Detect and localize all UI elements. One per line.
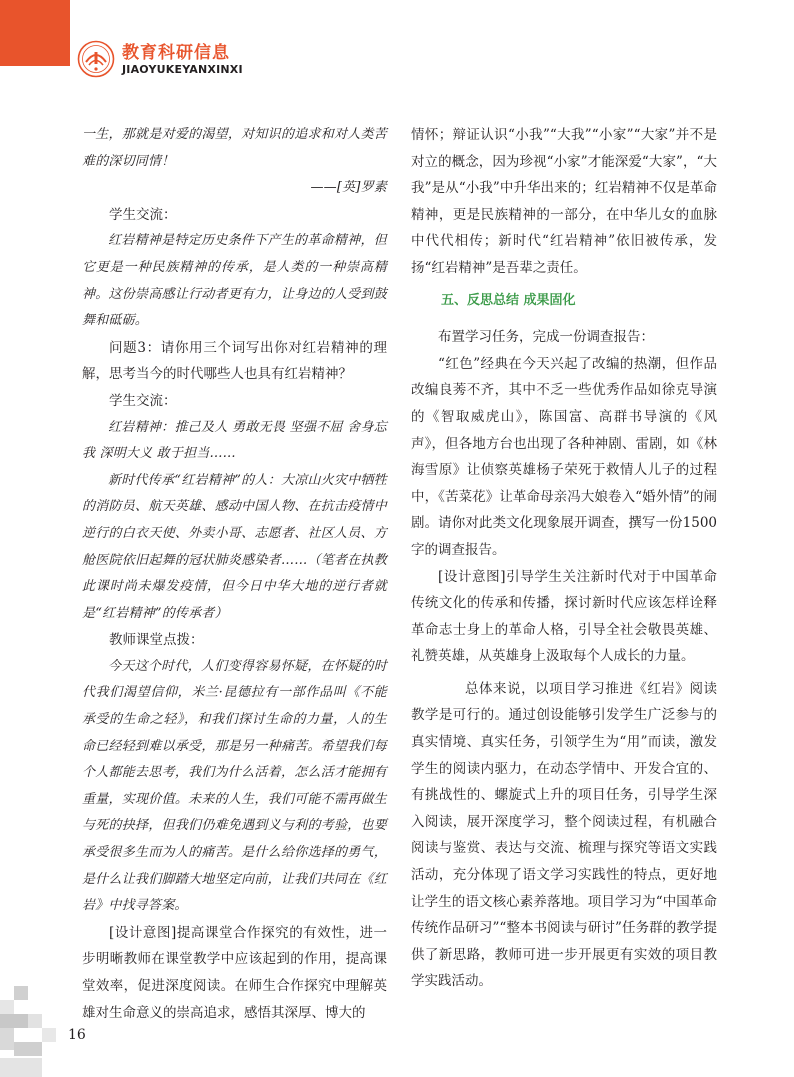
paragraph: 布置学习任务，完成一份调查报告： xyxy=(438,329,654,346)
section-label: 学生交流： xyxy=(109,206,177,223)
header-accent-bar xyxy=(0,0,70,66)
brand-title: 教育科研信息 xyxy=(122,43,230,63)
page-number: 16 xyxy=(68,1027,86,1043)
journal-logo-icon xyxy=(77,40,115,78)
paragraph: 情怀；辩证认识“小我”“大我”“小家”“大家”并不是对立的概念，因为珍视“小家”才能深爱“大家”，“大我”是从“小我”中升华出来的；红岩精神不仅是革命精神，更是民族精神的一部分，在中华儿女的血脉中代代相传；新时代“红岩精神”依旧被传承，发扬“红岩精神”是吾辈之责任。 xyxy=(411,127,717,276)
brand-subtitle: JIAOYUKEYANXINXI xyxy=(122,63,243,76)
paragraph: 总体来说，以项目学习推进《红岩》阅读教学是可行的。通过创设能够引发学生广泛参与的真实情境、真实任务，引领学生为“用”而读，激发学生的阅读内驱力，在动态学情中、开发合宜的、有挑战性的、螺旋式上升的项目任务，引导学生深入阅读，展开深度学习，整个阅读过程，有机融合阅读与鉴赏、表达与交流、梳理与探究等语文实践活动，充分体现了语文学习实践性的特点，更好地让学生的语文核心素养落地。项目学习为“中国革命传统作品研习”“整本书阅读与研讨”任务群的教学提供了新思路，教师可进一步开展更有实效的项目教学实践活动。 xyxy=(411,680,717,990)
question-paragraph: 问题3：请你用三个词写出你对红岩精神的理解，思考当今的时代哪些人也具有红岩精神？ xyxy=(82,339,387,383)
design-intent-paragraph: [设计意图]提高课堂合作探究的有效性，进一步明晰教师在课堂教学中应该起到的作用，提高课堂效率，促进深度阅读。在师生合作探究中理解英雄对生命意义的崇高追求，感悟其深厚、博大的 xyxy=(82,924,387,1021)
section-label: 教师课堂点拨： xyxy=(109,632,204,649)
quote-attribution: ——[英]罗素 xyxy=(310,180,387,196)
quote-text: 一生，那就是对爱的渴望，对知识的追求和对人类苦难的深切同情！ xyxy=(82,127,387,169)
paragraph: 红岩精神：推己及人 勇敢无畏 坚强不屈 舍身忘我 深明大义 敢于担当…… xyxy=(82,419,387,462)
section-label: 学生交流： xyxy=(109,392,177,409)
section-heading: 五、反思总结 成果固化 xyxy=(441,292,576,308)
paragraph: 红岩精神是特定历史条件下产生的革命精神，但它更是一种民族精神的传承，是人类的一种崇高精神。这份崇高感让行动者更有力，让身边的人受到鼓舞和砥砺。 xyxy=(82,233,387,329)
right-column xyxy=(411,122,717,995)
design-intent-paragraph: [设计意图]引导学生关注新时代对于中国革命传统文化的传承和传播，探讨新时代应该怎样诠释革命志士身上的革命人格，引导全社会敬畏英雄、礼赞英雄，从英雄身上汲取每个人成长的力量。 xyxy=(411,568,717,665)
paragraph: “红色”经典在今天兴起了改编的热潮，但作品改编良莠不齐，其中不乏一些优秀作品如徐克导演的《智取威虎山》，陈国富、高群书导演的《风声》，但各地方台也出现了各种神剧、雷剧，如《林海雪原》让侦察英雄杨子荣死于救情人儿子的过程中，《苦菜花》让革命母亲冯大娘卷入“婚外情”的闹剧。请你对此类文化现象展开调查，撰写一份1500字的调查报告。 xyxy=(411,355,717,558)
paragraph: 新时代传承“红岩精神”的人：大凉山火灾中牺牲的消防员、航天英雄、感动中国人物、在抗击疫情中逆行的白衣天使、外卖小哥、志愿者、社区人员、方舱医院依旧起舞的冠状肺炎感染者……（笔者在执教此课时尚未爆发疫情，但今日中华大地的逆行者就是“红岩精神”的传承者） xyxy=(82,472,387,621)
left-column xyxy=(82,122,387,1026)
paragraph: 今天这个时代，人们变得容易怀疑，在怀疑的时代我们渴望信仰，米兰·昆德拉有一部作品叫《不能承受的生命之轻》，和我们探讨生命的力量，人的生命已经轻到难以承受，那是另一种痛苦。希望我们每个人都能去思考，我们为什么活着，怎么活才能拥有重量，实现价值。未来的人生，我们可能不需再做生与死的抉择，但我们仍难免遇到义与利的考验，也要承受很多生而为人的痛苦。是什么给你选择的勇气，是什么让我们脚踏大地坚定向前，让我们共同在《红岩》中找寻答案。 xyxy=(82,658,387,914)
